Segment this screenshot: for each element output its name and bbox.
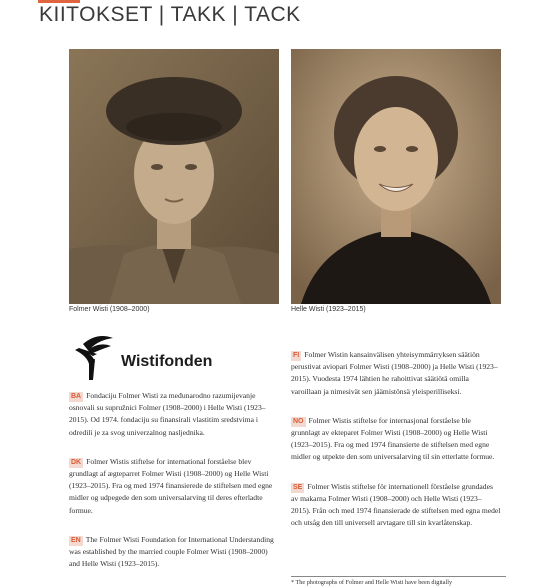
section-se [291, 481, 501, 530]
wistifonden-torch-logo [69, 330, 119, 380]
photo-folmer-wisti [69, 49, 279, 304]
language-tag: DK [71, 458, 82, 466]
section-fi [291, 349, 501, 398]
section-no [291, 415, 501, 464]
section-text: Folmer Wistis stiftelse for international forståelse blev grundlagt af ægteparret Folmer Wisti (1908–2000) og Helle Wisti (1923–2015). Fra og med 1974 finansierede de stiftelsen med egne midler og udpegede den som universalarving til deres efterladte formue. [69, 456, 273, 515]
section-text: Folmer Wistin kansainvälisen yhteisymmärryksen säätiön perustivat aviopari Folmer Wisti (1908–2000) ja Helle Wisti (1923–2015). Vuodesta 1974 lähtien he rahoittivat säätiötä omilla varoillaan ja nimesivät sen jäämistönsä yleisperilliseksi. [291, 350, 498, 396]
wistifonden-wordmark: Wistifonden [121, 353, 213, 370]
section-text: Folmer Wistis stiftelse for internasjonal forståelse ble grunnlagt av ekteparet Folmer Wisti (1908–2000) og Helle Wisti (1923–2015). Fra og med 1974 finansierte de stiftelsen med egne midler og utpekte den som universalarving til sin etterlatte formue. [291, 415, 495, 462]
right-text-column [291, 349, 501, 546]
section-text: Folmer Wistis stiftelse för internationell förståelse grundades av makarna Folmer Wisti (1908–2000) och Helle Wisti (1923–2015). Från och med 1974 finansierade de stiftelsen med egna medel och utsåg den till universell arvtagare till sin kvarlåtenskap. [291, 481, 501, 528]
language-tag: BA [71, 393, 82, 400]
language-tag: SE [293, 483, 303, 491]
language-tag: NO [293, 417, 304, 425]
section-text: Fondaciju Folmer Wisti za međunarodno razumijevanje osnovali su supružnici Folmer (1908–2000) i Helle Wisti (1923–2015). Od 1974. fondaciju su finansirali vlastitim sredstvima i odredili je za svog univerzalnog nasljednika. [69, 391, 266, 437]
caption-folmer: Folmer Wisti (1908–2000) [69, 306, 150, 313]
section-dk [69, 456, 279, 517]
caption-helle: Helle Wisti (1923–2015) [291, 306, 366, 313]
left-text-column [69, 390, 279, 587]
section-text: The Folmer Wisti Foundation for International Understanding was established by the married couple Folmer Wisti (1908–2000) and Helle Wisti (1923–2015). [69, 534, 274, 569]
section-ba [69, 390, 279, 439]
language-tag: EN [71, 536, 81, 544]
page-heading: KIITOKSET | TAKK | TACK [39, 3, 301, 26]
language-tag: FI [293, 352, 300, 359]
footnote: * The photographs of Folmer and Helle Wisti have been digitally [291, 576, 506, 586]
photo-helle-wisti [291, 49, 501, 304]
section-en [69, 534, 279, 571]
